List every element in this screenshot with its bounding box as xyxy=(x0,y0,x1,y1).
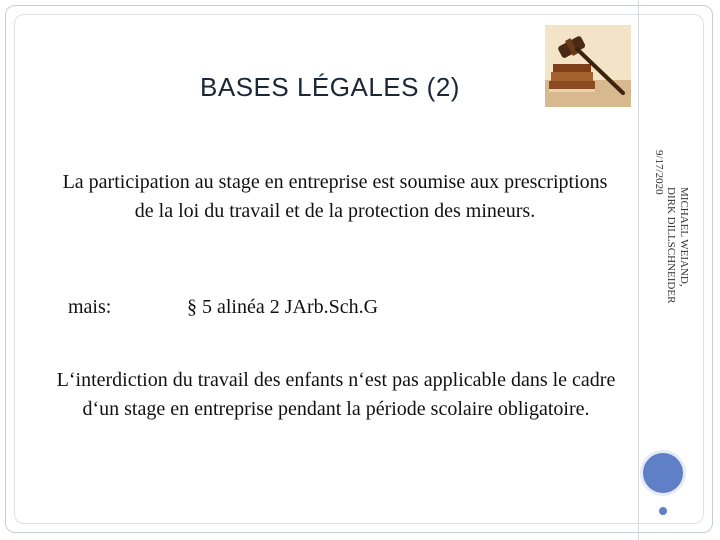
author-credit xyxy=(664,187,690,303)
slide-title: BASES LÉGALES (2) xyxy=(200,72,460,102)
decorative-dot xyxy=(659,507,667,515)
gavel-image xyxy=(545,25,631,107)
paragraph-participation: La participation au stage en entreprise est soumise aux prescriptions de la loi du travail et de la protection des mineurs. xyxy=(62,171,608,222)
author-line-2: DIRK DILLSCHNEIDER xyxy=(665,187,677,304)
paragraph-interdiction: L‘interdiction du travail des enfants n‘est pas applicable dans le cadre d‘un stage en entreprise pendant la période scolaire obligatoire. xyxy=(56,369,616,420)
slide-date: 9/17/2020 xyxy=(653,150,665,195)
decorative-circle xyxy=(640,450,686,496)
sidebar-divider xyxy=(638,0,639,540)
mais-label: mais: xyxy=(68,296,112,318)
author-line-1: MICHAEL WEIAND, xyxy=(678,187,690,287)
law-reference: § 5 alinéa 2 JArb.Sch.G xyxy=(187,296,379,318)
